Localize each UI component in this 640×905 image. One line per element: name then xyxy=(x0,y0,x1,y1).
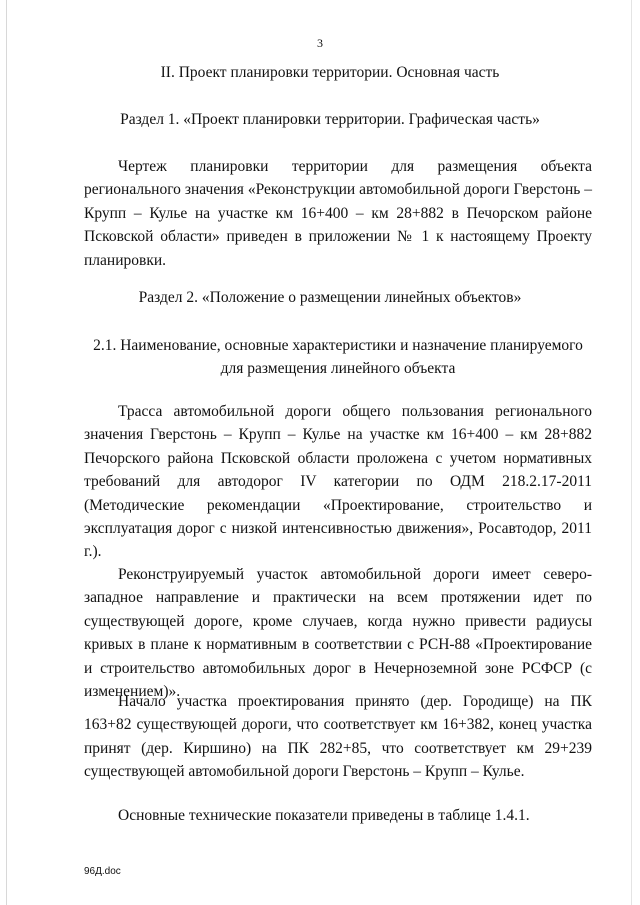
paragraph-4: Основные технические показатели приведены в таблице 1.4.1. xyxy=(118,807,530,824)
paragraph-3: Начало участка проектирования принято (дер. Городище) на ПК 163+82 существующей дороги, что соответствует км 16+382, конец участка принят (дер. Киршино) на ПК 282+85, что соответствует км 29+239 существующей автомобильной дороги Гверстонь – Крупп – Кулье. xyxy=(84,693,592,781)
scan-edge-left xyxy=(6,0,7,905)
section-title: II. Проект планировки территории. Основная часть xyxy=(160,64,500,81)
paragraph-2: Реконструируемый участок автомобильной дороги имеет северо-западное направление и практически на всем протяжении идет по существующей дороге, кроме случаев, когда нужно привести радиусы кривых в плане к нормативным в соответствии с РСН-88 «Проектирование и строительство автомобильных дорог в Нечерноземной зоне РСФСР (с изменением)». xyxy=(84,566,592,701)
section2-title: Раздел 2. «Положение о размещении линейных объектов» xyxy=(138,289,522,306)
subsection-title: 2.1. Наименование, основные характеристики и назначение планируемого для размещения линейного объекта xyxy=(93,337,583,377)
page-number: 3 xyxy=(317,36,323,50)
footer-filename: 96Д.doc xyxy=(84,866,121,877)
section1-text: Чертеж планировки территории для размещения объекта регионального значения «Реконструкции автомобильной дороги Гверстонь – Крупп – Кулье на участке км 16+400 – км 28+882 в Печорском районе Псковской области» приведен в приложении № 1 к настоящему Проекту планировки. xyxy=(84,158,592,269)
section1-title: Раздел 1. «Проект планировки территории. Графическая часть» xyxy=(120,111,540,128)
paragraph-1: Трасса автомобильной дороги общего пользования регионального значения Гверстонь – Крупп – Кулье на участке км 16+400 – км 28+882 Печорского района Псковской области проложена с учетом нормативных требований для автодорог IV категории по ОДМ 218.2.17-2011 (Методические рекомендации «Проектирование, строительство и эксплуатация дорог с низкой интенсивностью движения», Росавтодор, 2011 г.). xyxy=(84,403,592,561)
scan-edge-right xyxy=(631,0,632,905)
